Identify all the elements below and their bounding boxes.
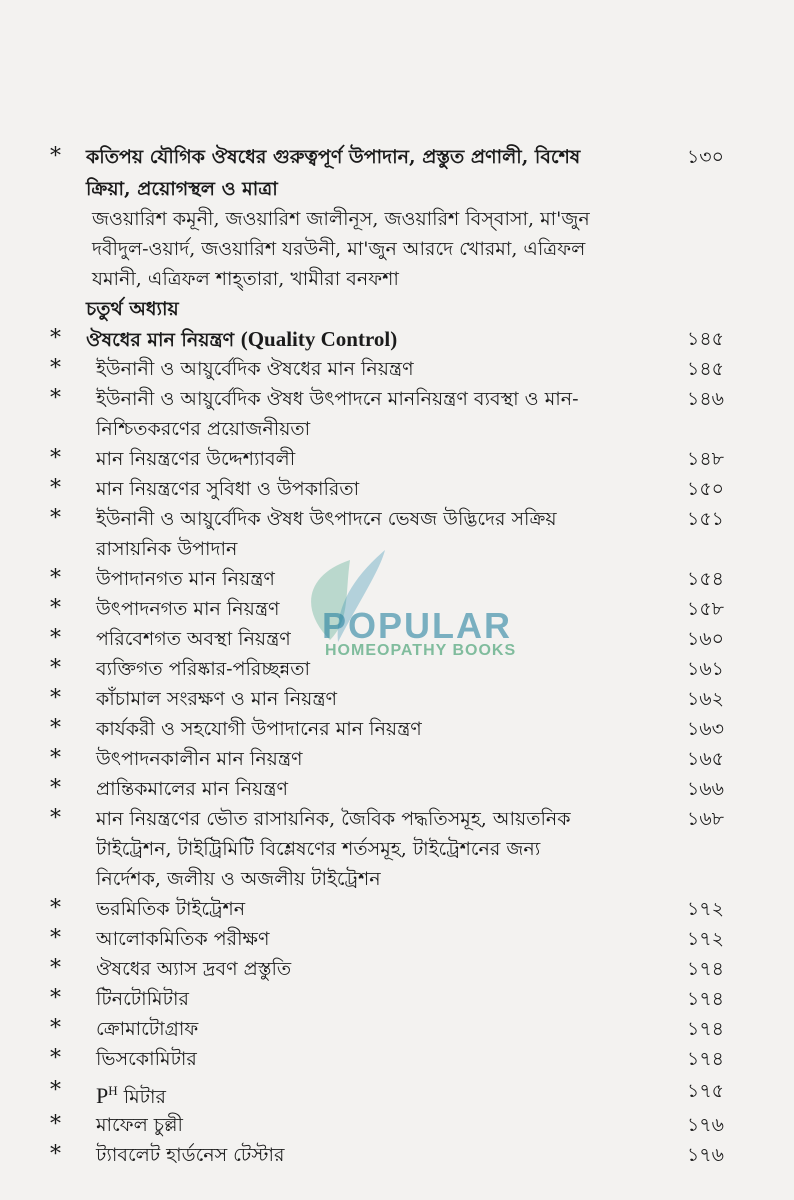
bullet-star: * <box>50 1112 61 1137</box>
ph-symbol: P <box>96 1083 109 1108</box>
page-number: ১৭৪ <box>686 958 724 980</box>
page-number: ১৭৬ <box>686 1144 724 1166</box>
entry-title: মান নিয়ন্ত্রণের সুবিধা ও উপকারিতা <box>96 478 360 500</box>
page-number: ১৬০ <box>686 628 724 650</box>
entry-title: কতিপয় যৌগিক ঔষধের গুরুত্বপূর্ণ উপাদান, প্রস্তুত প্রণালী, বিশেষ <box>86 146 581 168</box>
page-number: ১৫০ <box>686 478 724 500</box>
entry-title: টিনটোমিটার <box>96 988 189 1010</box>
toc-entry <box>0 1044 794 1074</box>
page-number: ১৬৮ <box>686 808 724 830</box>
page-number: ১৬২ <box>686 688 724 710</box>
entry-subitems: যমানী, এত্রিফল শাহ্‌তারা, খামীরা বনফশা <box>92 268 399 290</box>
page-number: ১৪৬ <box>686 388 724 410</box>
toc-entry-continuation <box>0 174 794 204</box>
bullet-star: * <box>50 956 61 981</box>
entry-title: ক্রিয়া, প্রয়োগস্থল ও মাত্রা <box>86 178 278 200</box>
toc-entry <box>0 894 794 924</box>
bullet-star: * <box>50 776 61 801</box>
toc-entry <box>0 774 794 804</box>
toc-entry-continuation <box>0 264 794 294</box>
entry-title: ব্যক্তিগত পরিষ্কার-পরিচ্ছন্নতা <box>96 658 310 680</box>
toc-entry <box>0 1076 794 1106</box>
page-number: ১৬১ <box>686 658 724 680</box>
page-number: ১৩০ <box>686 146 724 168</box>
page-number: ১৬৬ <box>686 778 724 800</box>
bullet-star: * <box>50 144 61 169</box>
bullet-star: * <box>50 626 61 651</box>
watermark-subtitle: HOMEOPATHY BOOKS <box>325 642 517 659</box>
toc-entry <box>0 924 794 954</box>
entry-title: কাঁচামাল সংরক্ষণ ও মান নিয়ন্ত্রণ <box>96 688 338 710</box>
toc-entry <box>0 804 794 834</box>
bullet-star: * <box>50 1046 61 1071</box>
bullet-star: * <box>50 806 61 831</box>
entry-title: মান নিয়ন্ত্রণের উদ্দেশ্যাবলী <box>96 448 296 470</box>
entry-title: মান নিয়ন্ত্রণের ভৌত রাসায়নিক, জৈবিক পদ্ধতিসমূহ, আয়তনিক <box>96 808 571 830</box>
entry-title: নির্দেশক, জলীয় ও অজলীয় টাইট্রেশন <box>96 868 381 890</box>
watermark-title: POPULAR <box>322 605 513 646</box>
entry-title-english: (Quality Control) <box>240 327 398 351</box>
toc-entry-continuation <box>0 204 794 234</box>
entry-title: ইউনানী ও আয়ুর্বেদিক ঔষধ উৎপাদনে ভেষজ উদ্ভিদের সক্রিয় <box>96 508 557 530</box>
page-number: ১৫৮ <box>687 598 724 620</box>
page-number: ১৫৪ <box>687 568 724 590</box>
page-number: ১৭২ <box>686 928 724 950</box>
toc-entry <box>0 474 794 504</box>
bullet-star: * <box>50 386 61 411</box>
entry-title: আলোকমিতিক পরীক্ষণ <box>96 928 270 950</box>
toc-entry <box>0 444 794 474</box>
bullet-star: * <box>50 896 61 921</box>
bullet-star: * <box>50 596 61 621</box>
toc-entry-continuation <box>0 864 794 894</box>
page-number: ১৪৫ <box>687 328 724 350</box>
entry-title: ইউনানী ও আয়ুর্বেদিক ঔষধের মান নিয়ন্ত্রণ <box>96 358 414 380</box>
entry-title: ভরমিতিক টাইট্রেশন <box>96 898 246 920</box>
ph-superscript: H <box>108 1083 118 1098</box>
entry-title: টাইট্রেশন, টাইট্রিমিটি বিশ্লেষণের শর্তসমূহ, টাইট্রেশনের জন্য <box>96 838 541 860</box>
page-number: ১৪৮ <box>687 448 724 470</box>
bullet-star: * <box>50 926 61 951</box>
entry-title: উৎপাদনগত মান নিয়ন্ত্রণ <box>96 598 280 620</box>
toc-entry <box>0 324 794 354</box>
toc-entry <box>0 142 794 172</box>
page-number: ১৭২ <box>686 898 724 920</box>
entry-title <box>96 1076 166 1112</box>
entry-title: পরিবেশগত অবস্থা নিয়ন্ত্রণ <box>96 628 291 650</box>
page-number: ১৭৪ <box>686 1048 724 1070</box>
bullet-star: * <box>50 746 61 771</box>
toc-entry <box>0 354 794 384</box>
toc-entry <box>0 954 794 984</box>
page-number: ১৬৫ <box>686 748 724 770</box>
bullet-star: * <box>50 326 61 351</box>
entry-title: ট্যাবলেট হার্ডনেস টেস্টার <box>96 1144 285 1166</box>
bullet-star: * <box>50 446 61 471</box>
page-number: ১৫১ <box>687 508 724 530</box>
toc-entry <box>0 1110 794 1140</box>
entry-subitems: জওয়ারিশ কমূনী, জওয়ারিশ জালীনূস, জওয়ারিশ বিস্‌বাসা, মা'জুন <box>92 208 590 230</box>
entry-title: ইউনানী ও আয়ুর্বেদিক ঔষধ উৎপাদনে মাননিয়ন্ত্রণ ব্যবস্থা ও মান- <box>96 388 579 410</box>
toc-entry <box>0 384 794 414</box>
entry-title: উপাদানগত মান নিয়ন্ত্রণ <box>96 568 275 590</box>
toc-entry <box>0 714 794 744</box>
entry-title: ঔষধের অ্যাস দ্রবণ প্রস্তুতি <box>96 958 292 980</box>
page-number: ১৭৬ <box>686 1114 724 1136</box>
toc-entry <box>0 684 794 714</box>
entry-subitems: দবীদুল-ওয়ার্দ, জওয়ারিশ যরউনী, মা'জুন আরদে খোরমা, এত্রিফল <box>92 238 586 260</box>
page-number: ১৭৪ <box>686 988 724 1010</box>
bullet-star: * <box>50 1016 61 1041</box>
toc-entry <box>0 504 794 534</box>
toc-entry <box>0 744 794 774</box>
page-number: ১৪৫ <box>687 358 724 380</box>
entry-title <box>86 324 397 355</box>
entry-title: মাফেল চুল্লী <box>96 1114 183 1136</box>
page-number: ১৬৩ <box>686 718 724 740</box>
chapter-heading <box>0 294 794 324</box>
chapter-title: চতুর্থ অধ্যায় <box>86 298 179 320</box>
page-number: ১৭৫ <box>686 1080 724 1102</box>
bullet-star: * <box>50 986 61 1011</box>
bullet-star: * <box>50 356 61 381</box>
bullet-star: * <box>50 686 61 711</box>
toc-entry <box>0 1140 794 1170</box>
entry-title: রাসায়নিক উপাদান <box>96 538 238 560</box>
entry-title: ক্রোমাটোগ্রাফ <box>96 1018 199 1040</box>
entry-title: কার্যকরী ও সহযোগী উপাদানের মান নিয়ন্ত্রণ <box>96 718 422 740</box>
bullet-star: * <box>50 566 61 591</box>
toc-entry <box>0 984 794 1014</box>
bullet-star: * <box>50 476 61 501</box>
bullet-star: * <box>50 1078 61 1103</box>
entry-title: প্রান্তিকমালের মান নিয়ন্ত্রণ <box>96 778 288 800</box>
bullet-star: * <box>50 656 61 681</box>
bullet-star: * <box>50 1142 61 1167</box>
toc-entry <box>0 1014 794 1044</box>
entry-title: উৎপাদনকালীন মান নিয়ন্ত্রণ <box>96 748 303 770</box>
entry-title: ভিসকোমিটার <box>96 1048 197 1070</box>
toc-entry-continuation <box>0 834 794 864</box>
bullet-star: * <box>50 716 61 741</box>
toc-entry-continuation <box>0 234 794 264</box>
toc-entry-continuation <box>0 414 794 444</box>
entry-title-bangla: মিটার <box>123 1086 166 1108</box>
entry-title: নিশ্চিতকরণের প্রয়োজনীয়তা <box>96 418 311 440</box>
bullet-star: * <box>50 506 61 531</box>
page-number: ১৭৪ <box>686 1018 724 1040</box>
entry-title-bangla: ঔষধের মান নিয়ন্ত্রণ <box>86 329 235 351</box>
